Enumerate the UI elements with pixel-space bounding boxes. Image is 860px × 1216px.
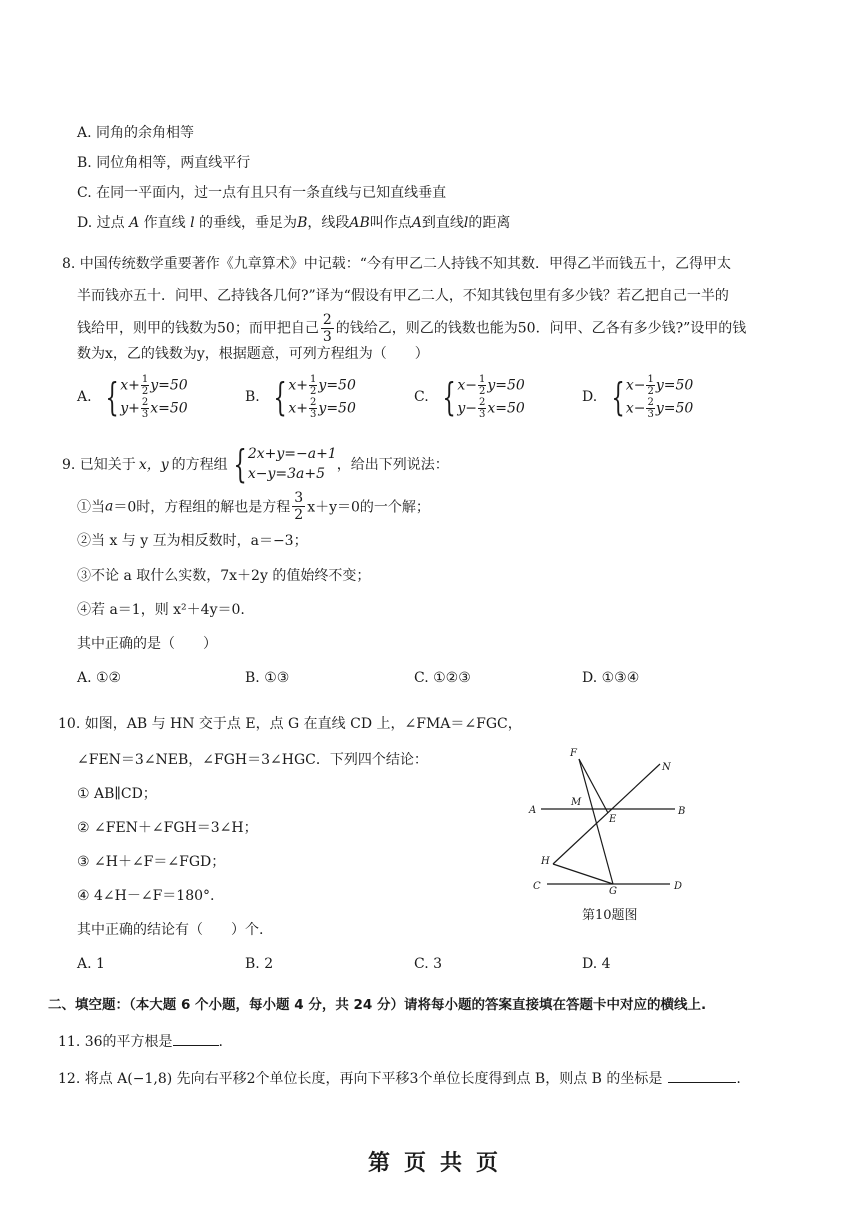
q10-stem-2: ∠FEN＝3∠NEB，∠FGH＝3∠HGC．下列四个结论： bbox=[77, 752, 428, 768]
q7-d-point-a: A bbox=[129, 215, 140, 231]
frac-den: 2 bbox=[294, 507, 304, 523]
q7-d-text: 的距离 bbox=[468, 215, 511, 231]
brace: { bbox=[105, 375, 119, 419]
q8-system bbox=[437, 374, 525, 420]
eq-frac bbox=[141, 397, 149, 420]
q9-statement-1 bbox=[77, 490, 430, 523]
q9-s1-pre: ①当 bbox=[77, 499, 105, 516]
eq-part: x− bbox=[457, 377, 477, 394]
eq-part: y+ bbox=[120, 400, 140, 417]
q8-system bbox=[100, 374, 188, 420]
frac-num: 2 bbox=[141, 397, 149, 408]
q7-d-text: ，线段 bbox=[307, 215, 350, 231]
q10-option-b: B. 2 bbox=[245, 956, 274, 972]
q9-s1-mid: ＝0时，方程组的解也是方程 bbox=[113, 499, 291, 516]
q9-statement-4: ④若 a＝1，则 x²＋4y＝0. bbox=[77, 602, 245, 618]
frac-den: 2 bbox=[310, 386, 317, 397]
q9-stem-mid: 的方程组 bbox=[171, 457, 228, 473]
frac-den: 2 bbox=[647, 386, 654, 397]
frac-num: 1 bbox=[647, 374, 654, 385]
eq-frac bbox=[646, 374, 654, 397]
frac-num: 1 bbox=[141, 374, 149, 385]
eq-frac bbox=[646, 397, 654, 420]
q11 bbox=[58, 1031, 223, 1051]
eq-part: y=50 bbox=[318, 377, 356, 394]
q9-stem-post: ，给出下列说法： bbox=[336, 457, 449, 473]
q10-option-a: A. 1 bbox=[77, 956, 105, 972]
q10-statement-1: ① AB∥CD； bbox=[77, 786, 157, 802]
frac-den: 3 bbox=[478, 409, 486, 420]
q10-geometry-figure bbox=[525, 742, 695, 894]
q12-end: . bbox=[736, 1071, 741, 1087]
eq-part: x− bbox=[625, 400, 646, 417]
eq-part: y− bbox=[457, 400, 477, 417]
q9-stem bbox=[62, 444, 449, 484]
q7-d-line-l: l bbox=[190, 215, 195, 231]
label-f: F bbox=[570, 748, 577, 759]
q8-option-b bbox=[245, 374, 356, 420]
q9-ask: 其中正确的是（ ） bbox=[77, 636, 217, 652]
q8-line-3-pre: 钱给甲，则甲的钱数为50；而甲把自己 bbox=[77, 320, 319, 337]
line-hn bbox=[553, 764, 660, 864]
q8-eq-row bbox=[626, 397, 693, 420]
q9-stem-xy: x，y bbox=[138, 457, 169, 473]
frac-num: 2 bbox=[310, 397, 317, 408]
section-2-title: 二、填空题：（本大题 6 个小题，每小题 4 分，共 24 分）请将每小题的答案直接填在答题卡中对应的横线上. bbox=[48, 997, 707, 1013]
brace: { bbox=[442, 375, 456, 419]
q9-option-d: D. ①③④ bbox=[582, 670, 640, 686]
q8-line-1: 8. 中国传统数学重要著作《九章算术》中记载：“今有甲乙二人持钱不知其数．甲得乙半而钱五十，乙得甲太 bbox=[62, 256, 731, 272]
label-n: N bbox=[662, 762, 671, 773]
q9-option-b: B. ①③ bbox=[245, 670, 290, 686]
label-d: D bbox=[674, 881, 683, 892]
q7-d-point-a2: A bbox=[411, 215, 422, 231]
eq-part: y=50 bbox=[655, 377, 694, 394]
q7-option-d bbox=[77, 212, 510, 232]
eq-part: y=50 bbox=[487, 377, 525, 394]
eq-part: x− bbox=[625, 377, 646, 394]
q7-d-text: 作直线 bbox=[139, 215, 186, 231]
q9-s1-a: a bbox=[105, 498, 114, 515]
brace: { bbox=[273, 375, 287, 419]
q8-eq-row bbox=[288, 374, 355, 397]
page-footer: 第页共页 bbox=[368, 1151, 513, 1176]
eq-part: y=50 bbox=[150, 377, 188, 394]
q9-s1-fraction bbox=[292, 490, 305, 523]
q8-eq-row bbox=[288, 397, 355, 420]
q8-fraction-num: 2 bbox=[322, 312, 332, 328]
label-c: C bbox=[533, 881, 541, 892]
eq-frac bbox=[309, 397, 317, 420]
q7-d-text: 到直线 bbox=[421, 215, 464, 231]
q12 bbox=[58, 1068, 741, 1088]
q8-fraction bbox=[321, 312, 334, 345]
line-fe bbox=[579, 759, 608, 813]
q8-option-c bbox=[414, 374, 525, 420]
q7-option-c: C. 在同一平面内，过一点有且只有一条直线与已知直线垂直 bbox=[77, 185, 447, 201]
q10-option-d: D. 4 bbox=[582, 956, 611, 972]
frac-den: 2 bbox=[478, 386, 486, 397]
brace: { bbox=[611, 375, 625, 419]
eq-part: y=50 bbox=[655, 400, 694, 417]
q8-line-3-post: 的钱给乙，则乙的钱数也能为50．问甲、乙各有多少钱?”设甲的钱 bbox=[335, 320, 747, 337]
frac-num: 1 bbox=[478, 374, 486, 385]
q8-system-lines bbox=[288, 374, 355, 420]
q8-line-3 bbox=[77, 312, 746, 345]
q10-statement-2: ② ∠FEN＋∠FGH＝3∠H； bbox=[77, 820, 258, 836]
label-m: M bbox=[571, 797, 582, 808]
q10-figure-caption: 第10题图 bbox=[582, 908, 638, 923]
q8-fraction-den: 3 bbox=[322, 329, 332, 345]
line-hg bbox=[553, 864, 613, 884]
q7-option-a: A. 同角的余角相等 bbox=[77, 125, 195, 141]
q12-text: 12. 将点 A(−1,8) 先向右平移2个单位长度，再向下平移3个单位长度得到点 B，则点 B 的坐标是 bbox=[58, 1071, 663, 1087]
frac-den: 3 bbox=[310, 409, 317, 420]
q9-system-lines bbox=[248, 444, 337, 484]
q9-eq2: x−y=3a+5 bbox=[247, 466, 325, 482]
frac-num: 1 bbox=[310, 374, 317, 385]
q9-stem-pre: 9. 已知关于 bbox=[62, 457, 136, 473]
q9-eq1: 2x+y=−a+1 bbox=[247, 446, 337, 462]
q8-option-label: B. bbox=[245, 389, 260, 405]
q9-system bbox=[228, 444, 337, 484]
q10-statement-4: ④ 4∠H－∠F＝180°. bbox=[77, 888, 215, 904]
q9-statement-2: ②当 x 与 y 互为相反数时，a＝−3； bbox=[77, 533, 308, 549]
brace: { bbox=[233, 442, 247, 486]
q11-end: . bbox=[218, 1034, 223, 1050]
q8-eq-row bbox=[457, 374, 524, 397]
q10-option-c: C. 3 bbox=[414, 956, 443, 972]
frac-den: 3 bbox=[647, 409, 654, 420]
q8-line-4: 数为x，乙的钱数为y，根据题意，可列方程组为（ ） bbox=[77, 346, 429, 362]
q7-d-line-l2: l bbox=[463, 215, 469, 231]
frac-den: 3 bbox=[141, 409, 149, 420]
q10-ask: 其中正确的结论有（ ）个. bbox=[77, 922, 264, 938]
eq-part: x=50 bbox=[150, 400, 188, 417]
frac-num: 3 bbox=[294, 490, 304, 506]
frac-num: 2 bbox=[647, 397, 654, 408]
q8-option-a bbox=[77, 374, 188, 420]
q8-system bbox=[606, 374, 694, 420]
q7-d-text: 的垂线，垂足为 bbox=[194, 215, 298, 231]
q11-answer-blank[interactable] bbox=[173, 1031, 219, 1046]
q7-d-text: 叫作点 bbox=[369, 215, 412, 231]
q8-option-label: C. bbox=[414, 389, 429, 405]
q8-system bbox=[268, 374, 356, 420]
eq-frac bbox=[141, 374, 149, 397]
q8-line-2: 半而钱亦五十．问甲、乙持钱各几何?”译为“假设有甲乙二人，不知其钱包里有多少钱？若乙把自己一半的 bbox=[77, 288, 729, 304]
q8-eq-row bbox=[457, 397, 524, 420]
q12-answer-blank[interactable] bbox=[668, 1068, 736, 1083]
q7-d-text: D. 过点 bbox=[77, 215, 125, 231]
q9-s1-post: x＋y＝0的一个解； bbox=[307, 499, 430, 516]
q9-option-a: A. ①② bbox=[77, 670, 122, 686]
label-e: E bbox=[609, 814, 617, 825]
q8-system-lines bbox=[626, 374, 693, 420]
eq-part: y=50 bbox=[318, 400, 356, 417]
eq-part: x+ bbox=[120, 377, 140, 394]
label-b: B bbox=[678, 806, 686, 817]
q8-option-label: D. bbox=[582, 389, 598, 405]
q8-eq-row bbox=[120, 397, 187, 420]
q8-system-lines bbox=[120, 374, 187, 420]
q8-option-label: A. bbox=[77, 389, 92, 405]
eq-part: x=50 bbox=[487, 400, 525, 417]
frac-num: 2 bbox=[478, 397, 486, 408]
q8-system-lines bbox=[457, 374, 524, 420]
eq-frac bbox=[478, 397, 486, 420]
label-a: A bbox=[529, 805, 537, 816]
q7-d-point-b: B bbox=[297, 215, 308, 231]
frac-den: 2 bbox=[141, 386, 149, 397]
q7-option-b: B. 同位角相等，两直线平行 bbox=[77, 155, 251, 171]
q10-stem-1: 10. 如图，AB 与 HN 交于点 E，点 G 在直线 CD 上，∠FMA＝∠FGC， bbox=[58, 716, 522, 732]
q8-option-d bbox=[582, 374, 693, 420]
label-g: G bbox=[609, 886, 617, 894]
label-h: H bbox=[541, 856, 550, 867]
eq-part: x+ bbox=[288, 400, 309, 417]
q8-eq-row bbox=[626, 374, 693, 397]
eq-frac bbox=[309, 374, 317, 397]
eq-frac bbox=[478, 374, 486, 397]
q11-text: 11. 36的平方根是 bbox=[58, 1034, 173, 1050]
q8-eq-row bbox=[120, 374, 187, 397]
line-fg bbox=[579, 759, 613, 884]
q7-d-segment-ab: AB bbox=[349, 215, 370, 231]
eq-part: x+ bbox=[288, 377, 309, 394]
q10-statement-3: ③ ∠H＋∠F＝∠FGD； bbox=[77, 854, 226, 870]
q9-statement-3: ③不论 a 取什么实数，7x＋2y 的值始终不变； bbox=[77, 568, 371, 584]
q9-option-c: C. ①②③ bbox=[414, 670, 471, 686]
